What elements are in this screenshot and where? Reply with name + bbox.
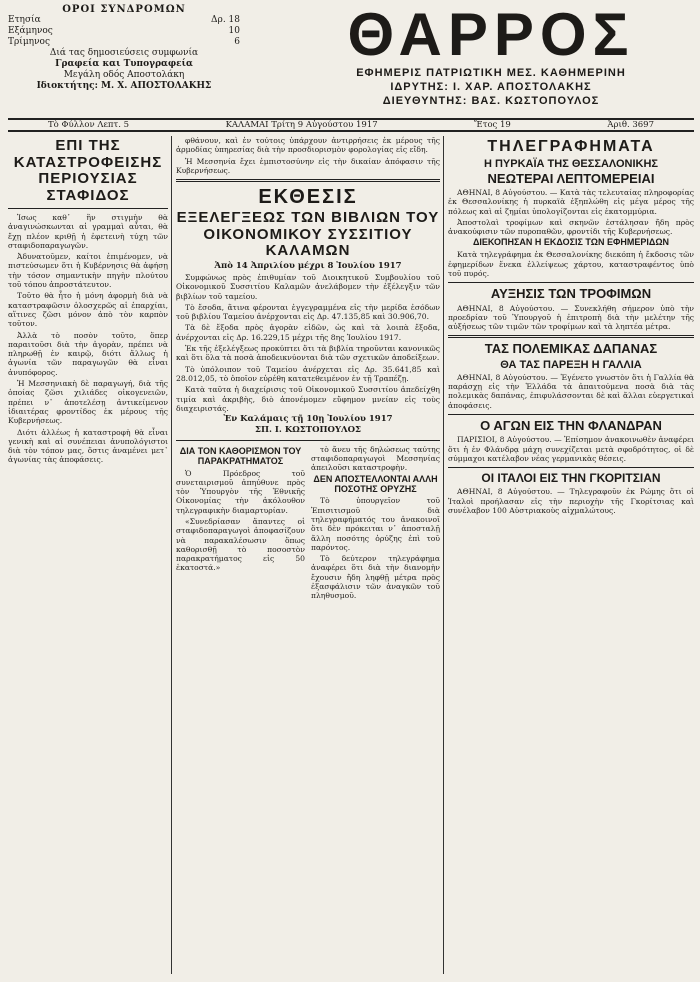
divider [8,208,168,209]
issue-price: Τὸ Φύλλον Λεπτ. 5 [48,120,130,130]
subscription-row: Τρίμηνος 6 [8,37,240,47]
article-title: ΔΙΑ ΤΟΝ ΚΑΘΟΡΙΣΜΟΝ ΤΟΥ ΠΑΡΑΚΡΑΤΗΜΑΤΟΣ [179,445,302,466]
article-paragraph: Διότι ἀλλέως ἡ καταστροφὴ θὰ εἶναι γενικὴ καὶ αἱ συνέπειαι ἀνυπολόγιστοι διὰ τὸν τόπον μας, ὅστις ἀναμένει μετ᾽ ἀγωνίας τὰς ἀποφάσεις. [8,427,168,465]
address-line: Μεγάλη οδός Αποστολάκη [63,70,185,80]
article-paragraph: ΠΑΡΙΣΙΟΙ, 8 Αὐγούστου. — Ἐπίσημον ἀνακοινωθὲν ἀναφέρει ὅτι ἡ ἐν Φλάνδρᾳ μάχη συνεχίζεται μετὰ σφοδρότητος, οἱ δὲ σύμμαχοι κατέλαβον νέας γερμανικὰς θέσεις. [448,435,694,463]
article-paragraph: Τοῦτο θὰ ἦτο ἡ μόνη ἀφορμὴ διὰ νὰ καταστραφῶσιν ὁλοσχερῶς αἱ ἐπαρχίαι, αἵτινες ζῶσι μόνον ἀπὸ τὸν καρπὸν τοῦτον. [8,291,168,329]
article-title: ΕΠΙ ΤΗΣ ΚΑΤΑΣΤΡΟΦΕΙΣΗΣ ΠΕΡΙΟΥΣΙΑΣ ΣΤΑΦΙΔΟΣ [13,137,163,204]
column-left [8,136,168,974]
article-paragraph: «Συνεδρίασαν ἅπαντες οἱ σταφιδοπαραγωγοὶ ἀποφασίζουν νὰ παρακαλέσωσιν ὅπως καθορισθῇ τὸ ποσοστὸν παρακρατήματος εἰς 50 ἑκατοστά.» [176,517,305,573]
signature: ΣΠ. Ι. ΚΩΣΤΟΠΟΥΛΟΣ [254,425,362,436]
subscriptions-box [8,4,240,92]
subcolumn-left [176,445,305,603]
newspaper-title: ΘΑΡΡΟΣ [347,1,635,68]
column-middle [176,136,440,974]
article-paragraph: ΑΘΗΝΑΙ, 8 Αὐγούστου. — Τηλεγραφοῦν ἐκ Ρώμης ὅτι οἱ Ἰταλοὶ προήλασαν εἰς τὴν περιοχὴν τῆς Γκορίτσιας καὶ συνέλαβον 100 Αὐστριακοὺς αἰχμαλώτους. [448,487,694,515]
issue-date: ΚΑΛΑΜΑΙ Τρίτη 9 Αὐγούστου 1917 [225,120,378,130]
column-divider [171,136,172,974]
article-paragraph: Ὁ Πρόεδρος τοῦ συνεταιρισμοῦ ἀπηύθυνε πρὸς τὸν Ὑπουργὸν τῆς Ἐθνικῆς Οἰκονομίας τὴν ἀκόλουθον τηλεγραφικὴν διαμαρτυρίαν. [176,468,305,515]
office-line: Γραφεία και Τυπογραφεία [55,59,193,69]
article-paragraph: Ἡ Μεσσηνία ἔχει ἐμπιστοσύνην εἰς τὴν δικαίαν ἀπόφασιν τῆς Κυβερνήσεως. [176,156,440,175]
report-subtitle: ΕΞΕΛΕΓΞΕΩΣ ΤΩΝ ΒΙΒΛΙΩΝ ΤΟΥ ΟΙΚΟΝΟΜΙΚΟΥ ΣΥΣΣΙΤΙΟΥ ΚΑΛΑΜΩΝ [176,209,440,260]
column-right [448,136,694,974]
issue-bar [8,118,694,132]
issue-number: Ἀριθ. 3697 [607,120,654,130]
subscriptions-title: ΟΡΟΙ ΣΥΝΔΡΟΜΩΝ [62,4,186,15]
article-paragraph: φθάνουν, καὶ ἐν τούτοις ὑπάρχουν ἀντιρρήσεις ἐκ μέρους τῆς ἁρμοδίας ὑπηρεσίας διὰ τὴν προσδιορισμὸν φορολογίας εἰς εἴδη. [176,136,440,155]
column-divider [443,136,444,974]
article-title: ΤΑΣ ΠΟΛΕΜΙΚΑΣ ΔΑΠΑΝΑΣ [484,341,658,357]
divider [448,414,694,415]
issue-year: Ἔτος 19 [474,120,511,130]
divider [448,335,694,338]
article-paragraph: ΑΘΗΝΑΙ, 8 Αὐγούστου. — Ἐγένετο γνωστὸν ὅτι ἡ Γαλλία θὰ παράσχῃ εἰς τὴν Ἑλλάδα τὰ ἀπαιτούμενα ποσὰ διὰ τὰς πολεμικὰς δαπάνας, ἐπιφυλάσσονται δὲ καὶ ἄλλαι εὐεργετικαὶ ἀποφάσεις. [448,372,694,410]
article-title: ΔΙΕΚΟΠΗΣΑΝ Η ΕΚΔΟΣΙΣ ΤΩΝ ΕΦΗΜΕΡΙΔΩΝ [472,237,670,248]
article-title: Η ΠΥΡΚΑΪΑ ΤΗΣ ΘΕΣΣΑΛΟΝΙΚΗΣ [483,157,658,170]
owner-line: Ιδιοκτήτης: Μ. Χ. ΑΠΟΣΤΟΛΑΚΗΣ [36,81,212,91]
divider [448,467,694,468]
director: ΔΙΕΥΘΥΝΤΗΣ: ΒΑΣ. ΚΩΣΤΟΠΟΥΛΟΣ [382,95,600,107]
masthead [0,0,700,118]
report-paragraph: Τὰ δὲ ἔξοδα πρὸς ἀγορὰν εἰδῶν, ὡς καὶ τὰ λοιπὰ ἔξοδα, ἀνέρχονται εἰς Δρ. 16.229,15 μέχρι τῆς 8ης Ἰουλίου 1917. [176,323,440,342]
article-title: ΟΙ ΙΤΑΛΟΙ ΕΙΣ ΤΗΝ ΓΚΟΡΙΤΣΙΑΝ [481,471,661,486]
subscription-row: Ετησία Δρ. 18 [8,15,240,25]
article-paragraph: ΑΘΗΝΑΙ, 8 Αὐγούστου. — Κατὰ τὰς τελευταίας πληροφορίας ἐκ Θεσσαλονίκης ἡ πυρκαϊὰ ἐξηπλώθη εἰς μέγα μέρος τῆς πόλεως καὶ αἱ ζημίαι ὑπολογίζονται εἰς ἑκατομμύρια. [448,187,694,216]
report-period: Ἀπὸ 14 Ἀπριλίου μέχρι 8 Ἰουλίου 1917 [214,260,402,271]
report-paragraph: Ἐκ τῆς ἐξελέγξεως προκύπτει ὅτι τὰ βιβλία τηροῦνται κανονικῶς καὶ ὅτι ὅλα τὰ ποσὰ ἀποδεικνύονται διὰ τῶν σχετικῶν ἀποδείξεων. [176,344,440,363]
article-title: Ο ΑΓΩΝ ΕΙΣ ΤΗΝ ΦΛΑΝΔΡΑΝ [480,418,662,434]
article-paragraph: Ἀδυνατοῦμεν, καίτοι ἐπιμένομεν, νὰ πιστεύσωμεν ὅτι ἡ Κυβέρνησις θὰ ἀφήσῃ τὴν τόσον σημαντικὴν πηγὴν πλούτου τοῦ τόπου ἀπροστάτευτον. [8,252,168,290]
report-title: ΕΚΘΕΣΙΣ [258,186,358,209]
article-paragraph: Τὸ ὑπουργεῖον τοῦ Ἐπισιτισμοῦ διὰ τηλεγραφήματός του ἀνακοινοῖ ὅτι δὲν πρόκειται ν᾽ ἀποσταλῇ ἄλλη ποσότης ὀρύζης ἐπὶ τοῦ παρόντος. [311,496,440,552]
article-paragraph: Κατὰ τηλεγράφημα ἐκ Θεσσαλονίκης διεκόπη ἡ ἔκδοσις τῶν ἐφημερίδων ἕνεκα ἐλλείψεως χάρτου, καταστραφέντος ὑπὸ τοῦ πυρός. [448,250,694,278]
divider [176,440,440,441]
subscriptions-note: Διά τας δημοσιεύσεις συμφωνία [49,48,199,58]
section-title: ΤΗΛΕΓΡΑΦΗΜΑΤΑ [487,138,655,155]
article-paragraph: Ἡ Μεσσηνιακὴ δὲ παραγωγή, διὰ τῆς ὁποίας ζῶσι χιλιάδες οἰκογενειῶν, πρέπει ν᾽ ἀποτελέσῃ ἀντικείμενον ἰδιαιτέρας φροντίδος ἐκ μέρους τῆς Κυβερνήσεως. [8,379,168,426]
article-paragraph: Ἀλλὰ τὸ ποσὸν τοῦτο, ὅπερ παραιτοῦσι διὰ τὴν ἀγορὰν, πρέπει νὰ πληρωθῇ ἐν καιρῷ, διότι ἄλλως ἡ ἀγωνία τῶν παραγωγῶν θὰ εἶναι ἀνυπόφορος. [8,330,168,377]
brand [286,1,696,108]
two-column-block [176,445,440,603]
article-paragraph: Τὸ δεύτερον τηλεγράφημα ἀναφέρει ὅτι διὰ τὴν διανομὴν ἔχουσιν ἤδη ληφθῇ μέτρα πρὸς ἐξασφάλισιν τῶν ἀναγκῶν τοῦ πληθυσμοῦ. [311,554,440,601]
report-paragraph: Τὸ ἔσοδα, ἅτινα φέρονται ἐγγεγραμμένα εἰς τὴν μερίδα ἐσόδων τοῦ βιβλίου Ταμείου ἀνέρχονται εἰς Δρ. 47.135,85 καὶ 30.906,70. [176,302,440,322]
divider [448,282,694,283]
signature-place: Ἐν Καλάμαις τῇ 10ῃ Ἰουλίου 1917 [223,414,393,425]
article-subtitle: ΘΑ ΤΑΣ ΠΑΡΕΞΗ Η ΓΑΛΛΙΑ [500,358,642,371]
report-paragraph: Κατὰ ταῦτα ἡ διαχείρισις τοῦ Οἰκονομικοῦ Συσσιτίου ἀπεδείχθη τιμία καὶ ἀκριβὴς, διὸ ἀπονέμομεν εὔφημον μνείαν εἰς τοὺς διαχειριστάς. [176,385,440,413]
subscription-row: Εξάμηνος 10 [8,26,240,36]
divider [176,179,440,182]
article-subtitle: ΝΕΩΤΕΡΑΙ ΛΕΠΤΟΜΕΡΕΙΑΙ [487,170,655,186]
subcolumn-right [311,445,440,603]
founder: ΙΔΡΥΤΗΣ: Ι. ΧΑΡ. ΑΠΟΣΤΟΛΑΚΗΣ [390,81,592,93]
article-paragraph: Ἀποστολαὶ τροφίμων καὶ σκηνῶν ἐστάλησαν ἤδη πρὸς ἀνακούφισιν τῶν πυροπαθῶν, φροντίδι τῆς Κυβερνήσεως. [448,217,694,237]
article-title: ΑΥΞΗΣΙΣ ΤΩΝ ΤΡΟΦΙΜΩΝ [490,286,652,302]
report-paragraph: Τὸ ὑπόλοιπον τοῦ Ταμείου ἀνέρχεται εἰς Δρ. 35.641,85 καὶ 28.012,05, τὸ ὁποῖον εὑρέθη κατατεθειμένον ἐν τῇ Τραπέζῃ. [176,364,440,383]
article-paragraph: Ἰσως καθ᾽ ἣν στιγμὴν θὰ ἀναγινώσκωνται αἱ γραμμαὶ αὗται, θὰ ἔχῃ πλέον κριθῇ ἡ ἐφετεινὴ τύχη τῶν σταφιδοπαραγωγῶν. [8,213,168,250]
article-paragraph: ΑΘΗΝΑΙ, 8 Αὐγούστου. — Συνεκλήθη σήμερον ὑπὸ τὴν προεδρίαν τοῦ Ὑπουργοῦ ἡ ἐπιτροπὴ διὰ τὴν μελέτην τῆς αὐξήσεως τῶν τιμῶν τῶν τροφίμων καὶ τὰ ληπτέα μέτρα. [448,303,694,332]
article-title: ΔΕΝ ΑΠΟΣΤΕΛΛΟΝΤΑΙ ΑΛΛΗ ΠΟΣΟΤΗΣ ΟΡΥΖΗΣ [313,473,438,494]
article-paragraph: τὸ ἄνευ τῆς δηλώσεως ταύτης σταφιδοπαραγωγοὶ Μεσσηνίας ἀπειλοῦσι καταστροφὴν. [311,444,440,473]
tagline: ΕΦΗΜΕΡΙΣ ΠΑΤΡΙΩΤΙΚΗ ΜΕΣ. ΚΑΘΗΜΕΡΙΝΗ [356,67,626,79]
report-paragraph: Συμφώνως πρὸς ἐπιθυμίαν τοῦ Διοικητικοῦ Συμβουλίου τοῦ Οἰκονομικοῦ Συσσιτίου Καλαμῶν ἀνελάβομεν τὴν ἐξέλεγξιν τῶν βιβλίων τοῦ ταμείου. [176,272,440,301]
